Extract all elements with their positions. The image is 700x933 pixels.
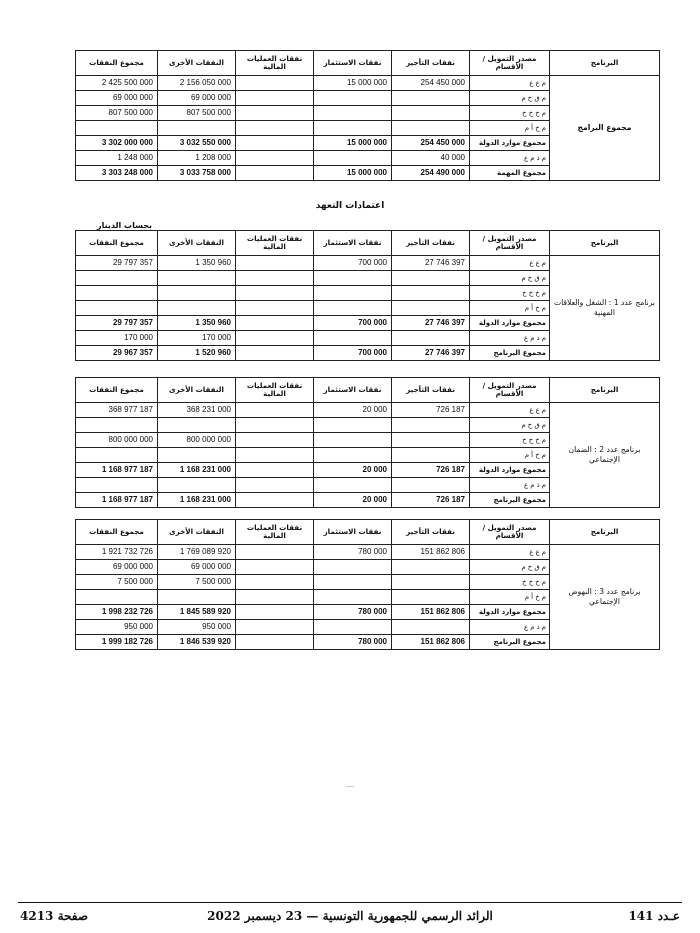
- funding-source: مجموع موارد الدولة: [470, 605, 550, 620]
- amount-tajir: 27 746 397: [392, 316, 470, 331]
- column-header: البرنامج: [550, 231, 660, 256]
- column-header: مجموع النفقات: [76, 378, 158, 403]
- amount-istithmar: 700 000: [314, 256, 392, 271]
- amount-tajir: [392, 301, 470, 316]
- amount-amaliyat: [236, 590, 314, 605]
- amount-ukhra: 1 168 231 000: [158, 463, 236, 478]
- amount-ukhra: 1 769 089 920: [158, 545, 236, 560]
- amount-tajir: [392, 560, 470, 575]
- amount-istithmar: 15 000 000: [314, 166, 392, 181]
- amount-istithmar: 780 000: [314, 605, 392, 620]
- amount-istithmar: 20 000: [314, 493, 392, 508]
- amount-ukhra: 1 520 960: [158, 346, 236, 361]
- funding-source: مجموع البرنامج: [470, 493, 550, 508]
- amount-total: 1 168 977 187: [76, 493, 158, 508]
- amount-istithmar: [314, 575, 392, 590]
- amount-istithmar: [314, 418, 392, 433]
- amount-total: [76, 121, 158, 136]
- amount-tajir: [392, 575, 470, 590]
- amount-ukhra: [158, 590, 236, 605]
- funding-source: م خ أ م: [470, 301, 550, 316]
- amount-total: [76, 286, 158, 301]
- amount-tajir: [392, 418, 470, 433]
- amount-total: [76, 418, 158, 433]
- amount-istithmar: 700 000: [314, 316, 392, 331]
- amount-total: 69 000 000: [76, 91, 158, 106]
- funding-source: م ق خ م: [470, 91, 550, 106]
- amount-total: 29 797 357: [76, 316, 158, 331]
- amount-ukhra: 3 033 758 000: [158, 166, 236, 181]
- column-header: نفقات العمليات المالية: [236, 520, 314, 545]
- amount-tajir: [392, 433, 470, 448]
- amount-tajir: [392, 271, 470, 286]
- amount-istithmar: 15 000 000: [314, 76, 392, 91]
- amount-total: 2 425 500 000: [76, 76, 158, 91]
- table-row: [76, 545, 660, 560]
- amount-tajir: [392, 286, 470, 301]
- funding-source: م ع ع: [470, 256, 550, 271]
- amount-istithmar: [314, 433, 392, 448]
- amount-total: [76, 301, 158, 316]
- column-header: نفقات العمليات المالية: [236, 51, 314, 76]
- amount-tajir: [392, 590, 470, 605]
- section-title: اعتمادات التعهد: [315, 201, 385, 211]
- amount-tajir: 254 450 000: [392, 76, 470, 91]
- amount-istithmar: 20 000: [314, 403, 392, 418]
- header-row: [76, 378, 660, 403]
- amount-amaliyat: [236, 605, 314, 620]
- amount-tajir: [392, 620, 470, 635]
- amount-tajir: 151 862 806: [392, 635, 470, 650]
- amount-amaliyat: [236, 316, 314, 331]
- amount-total: 950 000: [76, 620, 158, 635]
- amount-total: 1 168 977 187: [76, 463, 158, 478]
- unit-label: بحساب الدينار: [97, 221, 152, 230]
- amount-tajir: [392, 331, 470, 346]
- column-header: البرنامج: [550, 520, 660, 545]
- amount-amaliyat: [236, 91, 314, 106]
- budget-table-3: [75, 377, 660, 508]
- amount-total: 7 500 000: [76, 575, 158, 590]
- amount-tajir: [392, 121, 470, 136]
- amount-istithmar: [314, 151, 392, 166]
- table-row: [76, 403, 660, 418]
- amount-ukhra: [158, 448, 236, 463]
- amount-ukhra: 368 231 000: [158, 403, 236, 418]
- amount-tajir: [392, 91, 470, 106]
- column-header: نفقات الاستثمار: [314, 231, 392, 256]
- column-header: نفقات الاستثمار: [314, 378, 392, 403]
- amount-total: 3 303 248 000: [76, 166, 158, 181]
- amount-istithmar: 20 000: [314, 463, 392, 478]
- header-row: [76, 51, 660, 76]
- amount-amaliyat: [236, 463, 314, 478]
- amount-total: 807 500 000: [76, 106, 158, 121]
- amount-total: 170 000: [76, 331, 158, 346]
- amount-tajir: 254 450 000: [392, 136, 470, 151]
- amount-amaliyat: [236, 418, 314, 433]
- amount-amaliyat: [236, 575, 314, 590]
- column-header: النفقات الأخرى: [158, 520, 236, 545]
- amount-total: 3 302 000 000: [76, 136, 158, 151]
- amount-istithmar: [314, 286, 392, 301]
- amount-ukhra: 69 000 000: [158, 560, 236, 575]
- amount-amaliyat: [236, 331, 314, 346]
- column-header: مصدر التمويل / الأقسام: [470, 378, 550, 403]
- funding-source: م خ أ م: [470, 121, 550, 136]
- amount-total: 1 921 732 726: [76, 545, 158, 560]
- column-header: البرنامج: [550, 51, 660, 76]
- amount-ukhra: 1 846 539 920: [158, 635, 236, 650]
- amount-istithmar: [314, 106, 392, 121]
- column-header: نفقات التأجير: [392, 520, 470, 545]
- amount-tajir: 726 187: [392, 493, 470, 508]
- amount-total: [76, 478, 158, 493]
- budget-table-2: [75, 230, 660, 361]
- amount-istithmar: [314, 590, 392, 605]
- amount-total: 1 999 182 726: [76, 635, 158, 650]
- amount-amaliyat: [236, 346, 314, 361]
- amount-tajir: [392, 106, 470, 121]
- amount-tajir: [392, 448, 470, 463]
- amount-amaliyat: [236, 620, 314, 635]
- amount-total: 1 248 000: [76, 151, 158, 166]
- amount-istithmar: [314, 301, 392, 316]
- amount-ukhra: 7 500 000: [158, 575, 236, 590]
- amount-ukhra: 1 208 000: [158, 151, 236, 166]
- amount-istithmar: [314, 121, 392, 136]
- column-header: نفقات التأجير: [392, 378, 470, 403]
- amount-total: [76, 271, 158, 286]
- amount-tajir: 27 746 397: [392, 346, 470, 361]
- column-header: النفقات الأخرى: [158, 51, 236, 76]
- program-name: مجموع البرامج: [550, 76, 660, 181]
- column-header: مجموع النفقات: [76, 51, 158, 76]
- funding-source: م ق خ م: [470, 560, 550, 575]
- amount-ukhra: 1 168 231 000: [158, 493, 236, 508]
- amount-amaliyat: [236, 121, 314, 136]
- amount-amaliyat: [236, 166, 314, 181]
- amount-ukhra: 800 000 000: [158, 433, 236, 448]
- blank-dot: [346, 786, 354, 787]
- amount-amaliyat: [236, 403, 314, 418]
- amount-amaliyat: [236, 286, 314, 301]
- amount-ukhra: 170 000: [158, 331, 236, 346]
- amount-amaliyat: [236, 136, 314, 151]
- amount-ukhra: [158, 286, 236, 301]
- funding-source: مجموع المهمة: [470, 166, 550, 181]
- amount-istithmar: [314, 331, 392, 346]
- amount-total: 368 977 187: [76, 403, 158, 418]
- amount-total: 29 797 357: [76, 256, 158, 271]
- program-name: برنامج عدد 3 : النهوض الإجتماعي: [550, 545, 660, 650]
- program-name: برنامج عدد 1 : الشغل والعلاقات المهنية: [550, 256, 660, 361]
- amount-amaliyat: [236, 106, 314, 121]
- table-row: [76, 76, 660, 91]
- amount-tajir: 40 000: [392, 151, 470, 166]
- column-header: نفقات التأجير: [392, 51, 470, 76]
- column-header: البرنامج: [550, 378, 660, 403]
- amount-total: [76, 590, 158, 605]
- amount-ukhra: [158, 478, 236, 493]
- amount-amaliyat: [236, 76, 314, 91]
- budget-table-4: [75, 519, 660, 650]
- amount-tajir: 27 746 397: [392, 256, 470, 271]
- amount-amaliyat: [236, 635, 314, 650]
- footer-page-number: صفحة 4213: [20, 909, 89, 923]
- table-row: [76, 256, 660, 271]
- footer-journal-title: الرائد الرسمي للجمهورية التونسية — 23 ديسمبر 2022: [207, 909, 493, 923]
- amount-amaliyat: [236, 256, 314, 271]
- amount-ukhra: 1 350 960: [158, 316, 236, 331]
- amount-istithmar: 700 000: [314, 346, 392, 361]
- funding-source: م خ خ خ: [470, 286, 550, 301]
- funding-source: م خ خ خ: [470, 575, 550, 590]
- amount-amaliyat: [236, 448, 314, 463]
- funding-source: م خ أ م: [470, 448, 550, 463]
- amount-tajir: [392, 478, 470, 493]
- funding-source: مجموع البرنامج: [470, 346, 550, 361]
- funding-source: م خ خ خ: [470, 106, 550, 121]
- amount-amaliyat: [236, 433, 314, 448]
- amount-total: 69 000 000: [76, 560, 158, 575]
- amount-tajir: 151 862 806: [392, 545, 470, 560]
- amount-ukhra: 69 000 000: [158, 91, 236, 106]
- funding-source: م ذ م ع: [470, 620, 550, 635]
- header-row: [76, 520, 660, 545]
- funding-source: م ذ م ع: [470, 478, 550, 493]
- amount-total: 1 998 232 726: [76, 605, 158, 620]
- funding-source: م خ خ خ: [470, 433, 550, 448]
- column-header: مصدر التمويل / الأقسام: [470, 51, 550, 76]
- column-header: مصدر التمويل / الأقسام: [470, 520, 550, 545]
- column-header: نفقات التأجير: [392, 231, 470, 256]
- amount-istithmar: [314, 91, 392, 106]
- column-header: مجموع النفقات: [76, 231, 158, 256]
- amount-ukhra: 807 500 000: [158, 106, 236, 121]
- footer-rule: [18, 902, 682, 903]
- funding-source: م ق خ م: [470, 418, 550, 433]
- funding-source: م ذ م ع: [470, 151, 550, 166]
- column-header: النفقات الأخرى: [158, 378, 236, 403]
- funding-source: مجموع موارد الدولة: [470, 136, 550, 151]
- amount-amaliyat: [236, 271, 314, 286]
- amount-istithmar: [314, 560, 392, 575]
- funding-source: مجموع البرنامج: [470, 635, 550, 650]
- amount-amaliyat: [236, 301, 314, 316]
- amount-amaliyat: [236, 560, 314, 575]
- funding-source: م ع ع: [470, 545, 550, 560]
- amount-ukhra: [158, 418, 236, 433]
- funding-source: م ع ع: [470, 403, 550, 418]
- amount-tajir: 254 490 000: [392, 166, 470, 181]
- amount-istithmar: [314, 620, 392, 635]
- amount-tajir: 726 187: [392, 463, 470, 478]
- amount-total: 29 967 357: [76, 346, 158, 361]
- program-name: برنامج عدد 2 : الضمان الإجتماعي: [550, 403, 660, 508]
- amount-ukhra: 1 845 589 920: [158, 605, 236, 620]
- amount-ukhra: 950 000: [158, 620, 236, 635]
- amount-tajir: 726 187: [392, 403, 470, 418]
- column-header: النفقات الأخرى: [158, 231, 236, 256]
- amount-istithmar: 780 000: [314, 545, 392, 560]
- amount-istithmar: 15 000 000: [314, 136, 392, 151]
- amount-tajir: 151 862 806: [392, 605, 470, 620]
- column-header: نفقات العمليات المالية: [236, 231, 314, 256]
- funding-source: مجموع موارد الدولة: [470, 316, 550, 331]
- column-header: مجموع النفقات: [76, 520, 158, 545]
- header-row: [76, 231, 660, 256]
- funding-source: م ذ م ع: [470, 331, 550, 346]
- amount-istithmar: 780 000: [314, 635, 392, 650]
- amount-amaliyat: [236, 545, 314, 560]
- amount-ukhra: 1 350 960: [158, 256, 236, 271]
- amount-istithmar: [314, 478, 392, 493]
- funding-source: م ع ع: [470, 76, 550, 91]
- amount-amaliyat: [236, 151, 314, 166]
- amount-istithmar: [314, 271, 392, 286]
- amount-ukhra: 2 156 050 000: [158, 76, 236, 91]
- amount-amaliyat: [236, 478, 314, 493]
- amount-ukhra: [158, 271, 236, 286]
- funding-source: م خ أ م: [470, 590, 550, 605]
- amount-total: [76, 448, 158, 463]
- footer-issue: عـدد 141: [628, 909, 680, 923]
- amount-istithmar: [314, 448, 392, 463]
- amount-total: 800 000 000: [76, 433, 158, 448]
- column-header: نفقات الاستثمار: [314, 51, 392, 76]
- funding-source: مجموع موارد الدولة: [470, 463, 550, 478]
- budget-table-1: [75, 50, 660, 181]
- column-header: نفقات العمليات المالية: [236, 378, 314, 403]
- column-header: مصدر التمويل / الأقسام: [470, 231, 550, 256]
- amount-ukhra: [158, 121, 236, 136]
- amount-ukhra: [158, 301, 236, 316]
- amount-ukhra: 3 032 550 000: [158, 136, 236, 151]
- column-header: نفقات الاستثمار: [314, 520, 392, 545]
- amount-amaliyat: [236, 493, 314, 508]
- funding-source: م ق خ م: [470, 271, 550, 286]
